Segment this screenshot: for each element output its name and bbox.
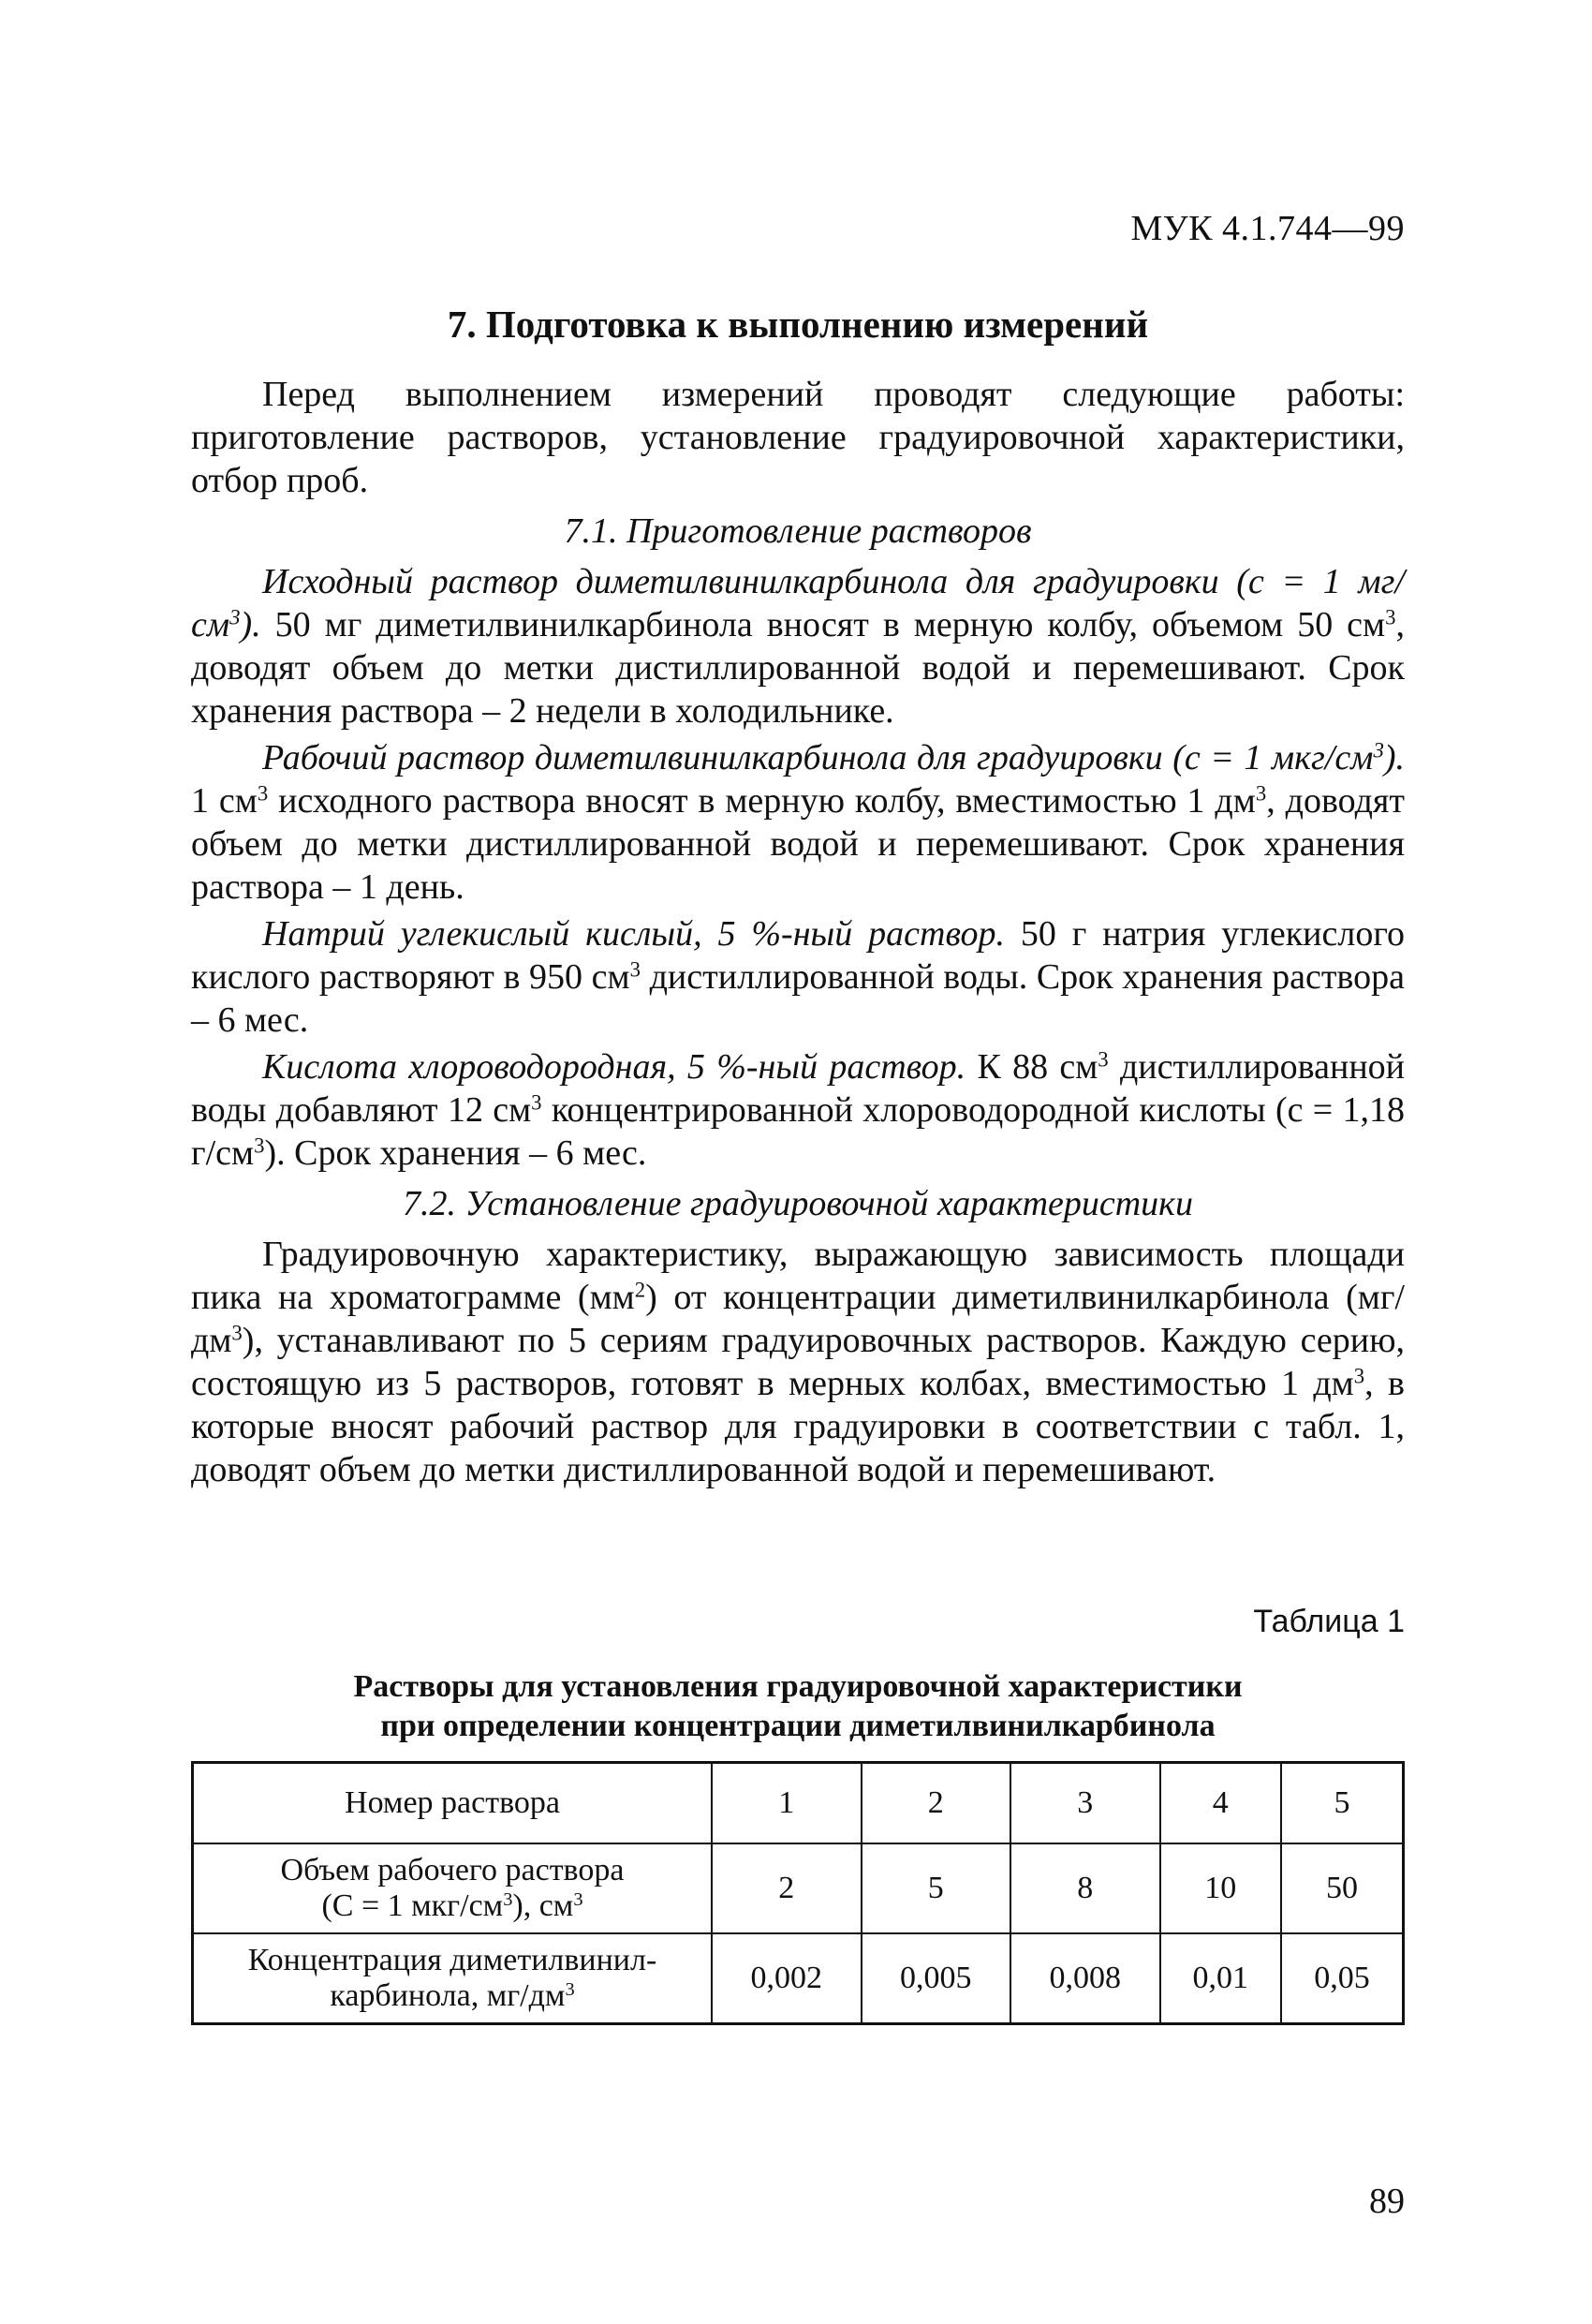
table-cell: 10 [1160,1843,1282,1933]
table-cell: 0,002 [712,1933,862,2024]
paragraph-calibration: Градуировочную характеристику, выражающую зависимость площади пика на хроматограмме $(мм^2)$ от концентрации диметилвинилкарбинола $(мг/дм^3)$, устанавливают по 5 сериям градуировочных растворов. Каждую серию, состоящую из 5 растворов, готовят в мерных колбах, вместимостью 1 $дм^3$, в которые вносят рабочий раствор для градуировки в соответствии с табл. 1, доводят объем до метки дистиллированной водой и перемешивают. [191,1235,1405,1489]
body-text [191,373,1405,1491]
paragraph-stock-solution: Исходный раствор диметилвинилкарбинола для градуировки (с = 1 $мг/см^3$). 50 мг диметилвинилкарбинола вносят в мерную колбу, объемом 50 $см^3$, доводят объем до метки дистиллированной водой и перемешивают. Срок хранения раствора – 2 недели в холодильнике. [191,562,1405,731]
table-cell: 8 [1010,1843,1160,1933]
table-cell: 4 [1160,1763,1282,1844]
table-cell: 0,01 [1160,1933,1282,2024]
table-cell: 0,005 [862,1933,1011,2024]
table-row [193,1843,1404,1933]
paragraph-sodium-bicarbonate: Натрий углекислый кислый, 5 %-ный раствор. 50 г натрия углекислого кислого растворяют в 950 $см^3$ дистиллированной воды. Срок хранения раствора – 6 мес. [191,914,1405,1040]
paragraph-working-solution: Рабочий раствор диметилвинилкарбинола для градуировки (с = 1 мкг/$см^3$). 1 $см^3$ исходного раствора вносят в мерную колбу, вместимостью 1 $дм^3$, доводят объем до метки дистиллированной водой и перемешивают. Срок хранения раствора – 1 день. [191,738,1406,907]
table-cell: 2 [712,1843,862,1933]
term-sodium-bicarbonate: Натрий углекислый кислый, 5 %-ный раствор. [262,914,1005,954]
document-code: МУК 4.1.744—99 [1130,209,1405,248]
intro-paragraph: Перед выполнением измерений проводят следующие работы: приготовление растворов, установление градуировочной характеристики, отбор проб. [191,375,1405,500]
table-cell: 0,05 [1281,1933,1403,2024]
row-header-working-volume: Объем рабочего раствора (С = 1 мкг/$см^3$), $см^3$ [193,1843,713,1933]
table-label: Таблица 1 [1253,1604,1405,1639]
table-caption-line-1: Растворы для установления градуировочной характеристики [353,1669,1243,1704]
term-hydrochloric-acid: Кислота хлороводородная, 5 %-ный раствор. [262,1047,966,1087]
table-cell: 0,008 [1010,1933,1160,2024]
table-cell: 5 [862,1843,1011,1933]
table-caption-line-2: при определении концентрации диметилвинилкарбинола [380,1709,1216,1743]
subsection-7-1-title: 7.1. Приготовление растворов [564,511,1032,551]
subsection-7-2-title: 7.2. Установление градуировочной характеристики [403,1184,1193,1223]
table-row [193,1763,1404,1844]
section-title: 7. Подготовка к выполнению измерений [447,303,1149,346]
table-caption [191,1667,1405,1746]
table-cell: 5 [1281,1763,1403,1844]
term-working-solution: Рабочий раствор диметилвинилкарбинола для градуировки (с = 1 мкг/$см^3$). [262,738,1405,777]
table-row [193,1933,1404,2024]
table-cell: 50 [1281,1843,1403,1933]
calibration-table [191,1761,1405,2025]
row-header-solution-number: Номер раствора [193,1763,713,1844]
paragraph-hydrochloric-acid: Кислота хлороводородная, 5 %-ный раствор. К 88 $см^3$ дистиллированной воды добавляют 12 $см^3$ концентрированной хлороводородной кислоты (с = 1,18 $г/см^3$). Срок хранения – 6 мес. [191,1047,1405,1173]
term-stock-solution: Исходный раствор диметилвинилкарбинола для градуировки (с = 1 $мг/см^3$). [191,562,1405,644]
page-number: 89 [1369,2182,1405,2221]
table-cell: 1 [712,1763,862,1844]
table-cell: 3 [1010,1763,1160,1844]
table-cell: 2 [862,1763,1011,1844]
row-header-concentration: Концентрация диметилвинил- карбинола, $мг/дм^3$ [193,1933,713,2024]
